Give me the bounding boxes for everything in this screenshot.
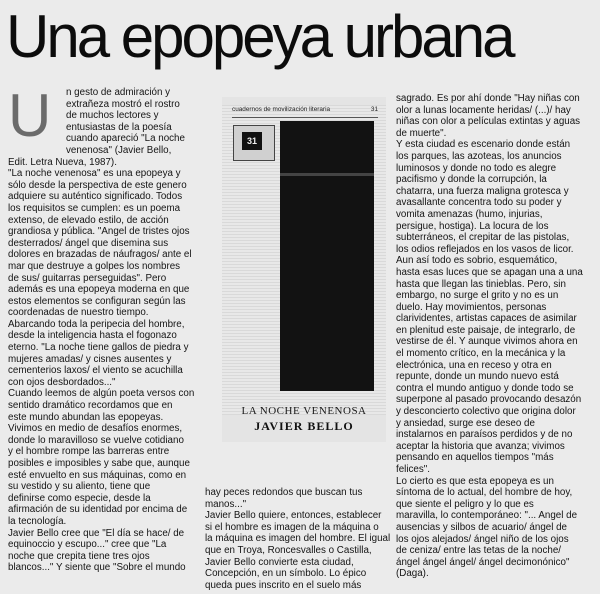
text-line: Abarcando toda la peripecia del hombre, (8, 318, 185, 330)
text-line: además es una epopeya moderna en que (8, 284, 190, 296)
text-line: venenosa" (Javier Bello, (66, 144, 172, 156)
text-line: la máquina es imagen del hombre. El igual (205, 533, 391, 545)
text-line: blancos..." Y siente que "Sobre el mundo (8, 562, 186, 574)
text-line: persigue, hostiga). La locura de los (396, 220, 549, 232)
text-line: duelo. Hay movimientos, personas (396, 301, 547, 313)
cover-number-label: 31 (370, 106, 378, 113)
text-line: su vestido y su aliento, tiene que (8, 481, 151, 493)
text-line: queda pues inscrito en el suelo más (205, 579, 362, 591)
text-line: cuando apareció "La noche (66, 133, 185, 145)
text-line: Javier Bello quiere, entonces, establecer (205, 510, 382, 522)
cover-rule (232, 117, 378, 118)
text-line: chatarra, una fuerza maligna grotesca y (396, 185, 569, 197)
text-line: aceptar la historia que avanza; vivimos (396, 440, 565, 452)
text-line: hasta que llegan las tinieblas. Pero, sin (396, 278, 566, 290)
text-line: subterráneos, el crepitar de las pistolas, (396, 232, 570, 244)
cover-block-divider (280, 173, 374, 176)
text-line: donde lo maravilloso se vuelve cotidiano (8, 434, 184, 446)
text-line: electrónica, una en receso y otra en (396, 359, 552, 371)
text-line: en plenitud este paisaje, de integrarlo, de (396, 324, 576, 336)
text-line: sentido dramático recordamos que en (8, 400, 173, 412)
text-line: Javier Bello cree que "El día se hace/ de (8, 527, 185, 539)
text-line: este mundo abundan las epopeyas. (8, 411, 164, 423)
text-line: Edit. Letra Nueva, 1987). (8, 156, 117, 168)
cover-black-block (280, 121, 374, 391)
text-line: Vivimos en medio de desafíos enormes, (8, 423, 183, 435)
text-line: instalarnos en paraísos perdidos y de no (396, 429, 573, 441)
text-line: y desconcierto colectivo que origina dolor (396, 406, 576, 418)
text-line: grandiosa y pública. "Angel de tristes ojos (8, 226, 190, 238)
text-line: Lo cierto es que esta epopeya es un (396, 475, 554, 487)
text-line: hay peces redondos que buscan tus (205, 487, 363, 498)
text-line: eterno. "La noche tiene gallos de piedra y (8, 342, 189, 354)
text-line: sólo desde la perspectiva de este genero (8, 179, 187, 191)
text-line: dolores en brazadas de náufragos/ ante el (8, 249, 192, 261)
book-cover-image (222, 97, 386, 442)
text-line: que en Troya, Roncesvalles o Castilla, (205, 544, 372, 556)
text-line: y el hombre rompe las barreras entre (8, 446, 170, 458)
text-line: (Daga). (396, 568, 429, 580)
text-line: definirse como especie, desde la (8, 492, 151, 504)
text-line: n gesto de admiración y (66, 87, 171, 98)
text-line: mar que destruye a golpes los nombres (8, 260, 181, 272)
text-line: si el hombre es imagen de la máquina o (205, 521, 379, 533)
cover-logo-box (233, 125, 275, 161)
drop-cap: U (8, 82, 52, 149)
article-column-middle (205, 487, 391, 591)
text-line: Cuando leemos de algún poeta versos con (8, 388, 195, 400)
article-column-right (396, 93, 594, 580)
text-line: entusiastas de la poesía (66, 121, 172, 133)
text-line: ausencias y silbos de acuario/ ángel de (396, 521, 568, 533)
text-line: con ojos desbordados..." (8, 376, 116, 388)
text-line: los odios reflejados en los vasos de licor. (396, 243, 574, 255)
text-line: avasallante concentra todo su poder y (396, 197, 562, 209)
text-line: la tecnología. (8, 515, 67, 527)
text-line: pensando en aquellos tiempos "más (396, 452, 554, 464)
text-line: noche que crepita tiene tres ojos (8, 550, 150, 562)
text-line: pacifismo y donde la corrupción, la (396, 174, 547, 186)
text-line: superpone al pasado provocando desazón (396, 394, 582, 406)
text-line: y ansiedad, surge ese deseo de (396, 417, 535, 429)
text-line: el momento crítico, en la mecánica y la (396, 348, 566, 360)
text-line: contra el mundo antiguo y donde todo se (396, 382, 574, 394)
page-title: Una epopeya urbana (6, 3, 513, 70)
text-line: estos elementos se configuran según las (8, 295, 186, 307)
text-line: Concepción, en un símbolo. Lo épico (205, 568, 367, 580)
text-line: los ojos alejados/ ángel niño de los ojos (396, 533, 569, 545)
text-line: Aun así todo es sobrio, esquemático, (396, 255, 558, 267)
cover-author: JAVIER BELLO (254, 419, 354, 433)
text-line: luminosos y donde no todo es alegre (396, 162, 557, 174)
text-line: manos..." (205, 498, 247, 510)
text-line: síntoma de lo actual, del hombre de hoy, (396, 487, 573, 499)
text-line: ángel ángel ángel/ ángel decimonónico" (396, 556, 570, 568)
cover-title: LA NOCHE VENENOSA (241, 405, 367, 417)
text-line: mujeres amadas/ y cisnes ausentes y (8, 353, 172, 365)
text-line: desterrados/ ángel que disemina sus (8, 237, 169, 249)
text-line: vestirse de él. Y aunque vivimos ahora en (396, 336, 578, 348)
cover-logo-mark: 31 (242, 132, 262, 150)
text-line: de sus/ guitarras perseguidas". Pero (8, 272, 167, 284)
text-line: afirmación de su identidad por encima de (8, 504, 188, 516)
text-line: olor a lunas locamente heridas/ (...)/ hay (396, 104, 571, 116)
text-line: cementerios laxos/ el viento se acuchilla (8, 365, 183, 377)
text-line: repunte, donde un mundo nuevo está (396, 371, 559, 383)
text-line: extenso, de elevado estilo, de acción (8, 214, 169, 226)
article-column-left (8, 82, 202, 574)
text-line: extrañeza mostró el rostro (66, 98, 180, 110)
text-line: "La noche venenosa" es una epopeya y (8, 168, 181, 180)
text-line: que siente el peligro y lo que es (396, 498, 534, 510)
text-line: embargo, no surge el grito y no es un (396, 290, 559, 302)
text-line: de muerte". (396, 127, 447, 139)
text-line: coordenadas de nuestro tiempo. (8, 307, 149, 319)
text-line: Y esta ciudad es escenario donde están (396, 139, 571, 151)
text-line: posibles e imposibles y sabe que, aunque (8, 458, 190, 469)
cover-series-label: cuadernos de movilización literaria (232, 106, 331, 113)
text-line: los parques, las azoteas, los anuncios (396, 150, 562, 162)
text-line: maravilla, lo contemporáneo: "... Angel de (396, 510, 578, 522)
text-line: clarividentes, artistas capaces de asimilar (396, 313, 577, 325)
text-line: esté envuelto en sus máquinas, como en (8, 469, 187, 481)
text-line: hasta esas luces que se apagan una a una (396, 266, 583, 278)
text-line: desde la inteligencia hasta el fogonazo (8, 330, 177, 342)
text-line: equinoccio y escupo..." cree que "La (8, 539, 167, 551)
text-line: sagrado. Es por ahí donde "Hay niñas con (396, 93, 580, 104)
text-line: felices". (396, 464, 430, 475)
text-line: los requisitos se cumplen: es un poema (8, 202, 181, 214)
text-line: adquiere su auténtico significado. Todos (8, 191, 183, 203)
text-line: Javier Bello convierte esta ciudad, (205, 556, 354, 568)
text-line: de ceniza/ entre las tetas de la noche/ (396, 545, 562, 557)
text-line: niñas con olor a películas extintas y aguas (396, 116, 581, 128)
text-line: vomita amenazas (humo, injurias, (396, 208, 543, 220)
text-line: de muchos lectores y (66, 110, 159, 122)
